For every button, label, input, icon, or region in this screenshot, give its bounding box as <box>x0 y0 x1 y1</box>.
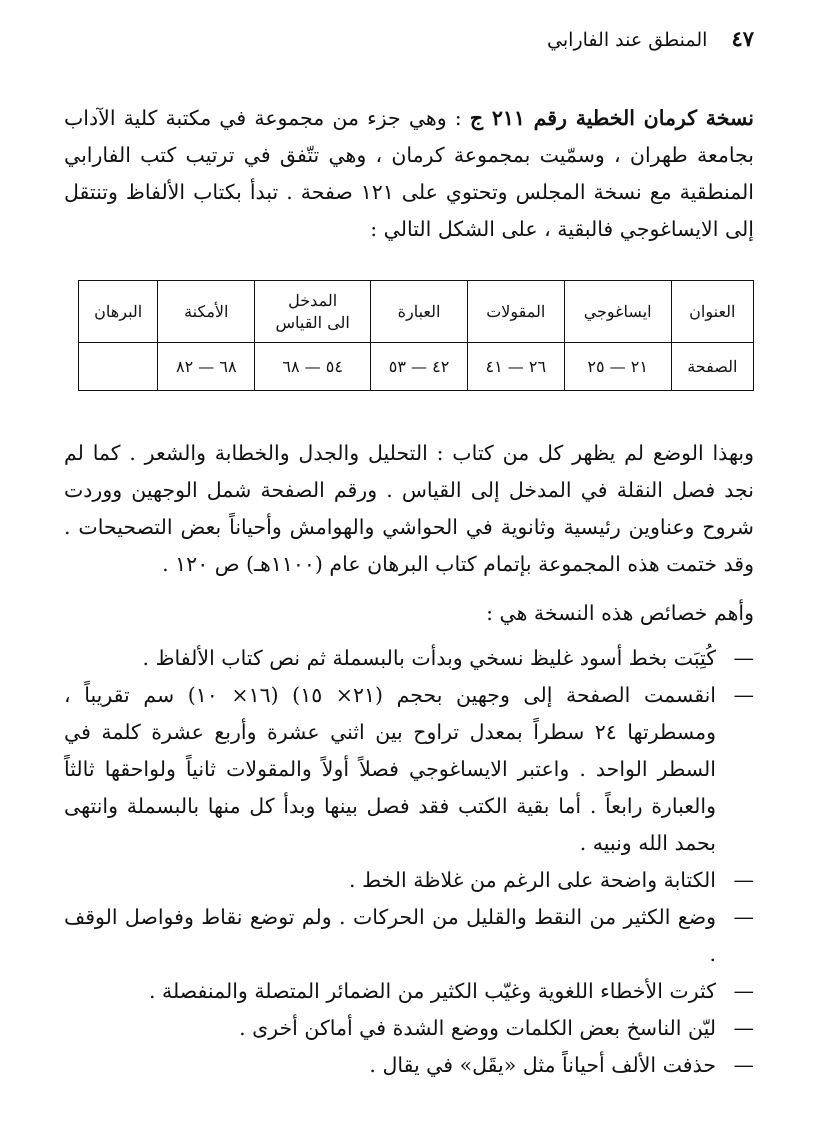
list-item <box>64 1047 754 1084</box>
list-dash: — <box>733 1053 754 1077</box>
list-item-text: ليّن الناسخ بعض الكلمات ووضع الشدة في أماكن أخرى . <box>239 1016 716 1040</box>
list-item-text: كُتِبَت بخط أسود غليظ نسخي وبدأت بالبسملة ثم نص كتاب الألفاظ . <box>142 646 716 670</box>
features-list <box>64 640 754 1084</box>
header-cell <box>255 281 371 343</box>
list-dash: — <box>733 1016 754 1040</box>
features-intro: وأهم خصائص هذه النسخة هي : <box>486 601 754 625</box>
list-item-text: انقسمت الصفحة إلى وجهين بحجم (٢١× ١٥) (١٦× ١٠) سم تقريباً ، ومسطرتها ٢٤ سطراً بمعدل تراوح بين اثني عشرة وأربع عشرة كلمة في السطر الواحد . واعتبر الايساغوجي فصلاً أولاً والمقولات ثانياً ولواحقها ثالثاً والعبارة رابعاً . أما بقية الكتب فقد فصل بينها وبدأ كل منها بالبسملة وانتهى بحمد الله ونبيه . <box>64 683 717 855</box>
list-item <box>64 973 754 1010</box>
list-item <box>64 1010 754 1047</box>
contents-table <box>78 280 754 391</box>
value-cell <box>79 343 158 391</box>
list-item <box>64 899 754 973</box>
page-header <box>64 26 754 66</box>
list-item <box>64 677 754 862</box>
value-cell: ٦٨ — ٨٢ <box>158 343 255 391</box>
table-header-row <box>79 281 754 343</box>
list-dash: — <box>733 868 754 892</box>
list-item-text: وضع الكثير من النقط والقليل من الحركات . ولم توضع نقاط وفواصل الوقف . <box>64 905 716 966</box>
list-dash: — <box>733 646 754 670</box>
header-madkhal-line1: المدخل <box>288 290 338 310</box>
document-page <box>64 26 754 1126</box>
header-cell: البرهان <box>79 281 158 343</box>
body-paragraph: وبهذا الوضع لم يظهر كل من كتاب : التحليل والجدل والخطابة والشعر . كما لم نجد فصل النقلة في المدخل إلى القياس . ورقم الصفحة شمل الوجهين ووردت شروح وعناوين رئيسية وثانوية في الحواشي والهوامش وأحياناً بعض التصحيحات . وقد ختمت هذه المجموعة بإتمام كتاب البرهان عام (١١٠٠هـ) ص ١٢٠ . <box>64 441 754 576</box>
value-cell: ٢١ — ٢٥ <box>564 343 671 391</box>
intro-text: : وهي جزء من مجموعة في مكتبة كلية الآداب بجامعة طهران ، وسمّيت بمجموعة كرمان ، وهي تتّفق في ترتيب كتب الفارابي المنطقية مع نسخة المجلس وتحتوي على ١٢١ صفحة . تبدأ بكتاب الألفاظ وتنتقل إلى الايساغوجي فالبقية ، على الشكل التالي : <box>64 106 754 241</box>
list-dash: — <box>733 683 754 707</box>
list-item <box>64 862 754 899</box>
list-item-text: الكتابة واضحة على الرغم من غلاظة الخط . <box>349 868 716 892</box>
list-dash: — <box>733 905 754 929</box>
manuscript-title: نسخة كرمان الخطية رقم ٢١١ ج <box>469 106 754 130</box>
value-cell: ٢٦ — ٤١ <box>467 343 564 391</box>
value-cell: ٥٤ — ٦٨ <box>255 343 371 391</box>
contents-table-wrapper <box>58 280 754 391</box>
list-dash: — <box>733 979 754 1003</box>
header-cell: العنوان <box>671 281 753 343</box>
row-label: الصفحة <box>671 343 753 391</box>
list-item-text: كثرت الأخطاء اللغوية وغيّب الكثير من الضمائر المتصلة والمنفصلة . <box>148 979 716 1003</box>
header-madkhal-line2: الى القياس <box>275 312 350 332</box>
table-row <box>79 343 754 391</box>
list-item-text: حذفت الألف أحياناً مثل «يقَل» في يقال . <box>369 1053 716 1077</box>
intro-paragraph <box>64 100 754 248</box>
header-cell: العبارة <box>371 281 468 343</box>
header-cell: ايساغوجي <box>564 281 671 343</box>
header-cell: الأمكنة <box>158 281 255 343</box>
running-title: المنطق عند الفارابي <box>547 29 708 51</box>
list-item <box>64 640 754 677</box>
value-cell: ٤٢ — ٥٣ <box>371 343 468 391</box>
page-number: ٤٧ <box>731 26 754 51</box>
header-cell: المقولات <box>467 281 564 343</box>
